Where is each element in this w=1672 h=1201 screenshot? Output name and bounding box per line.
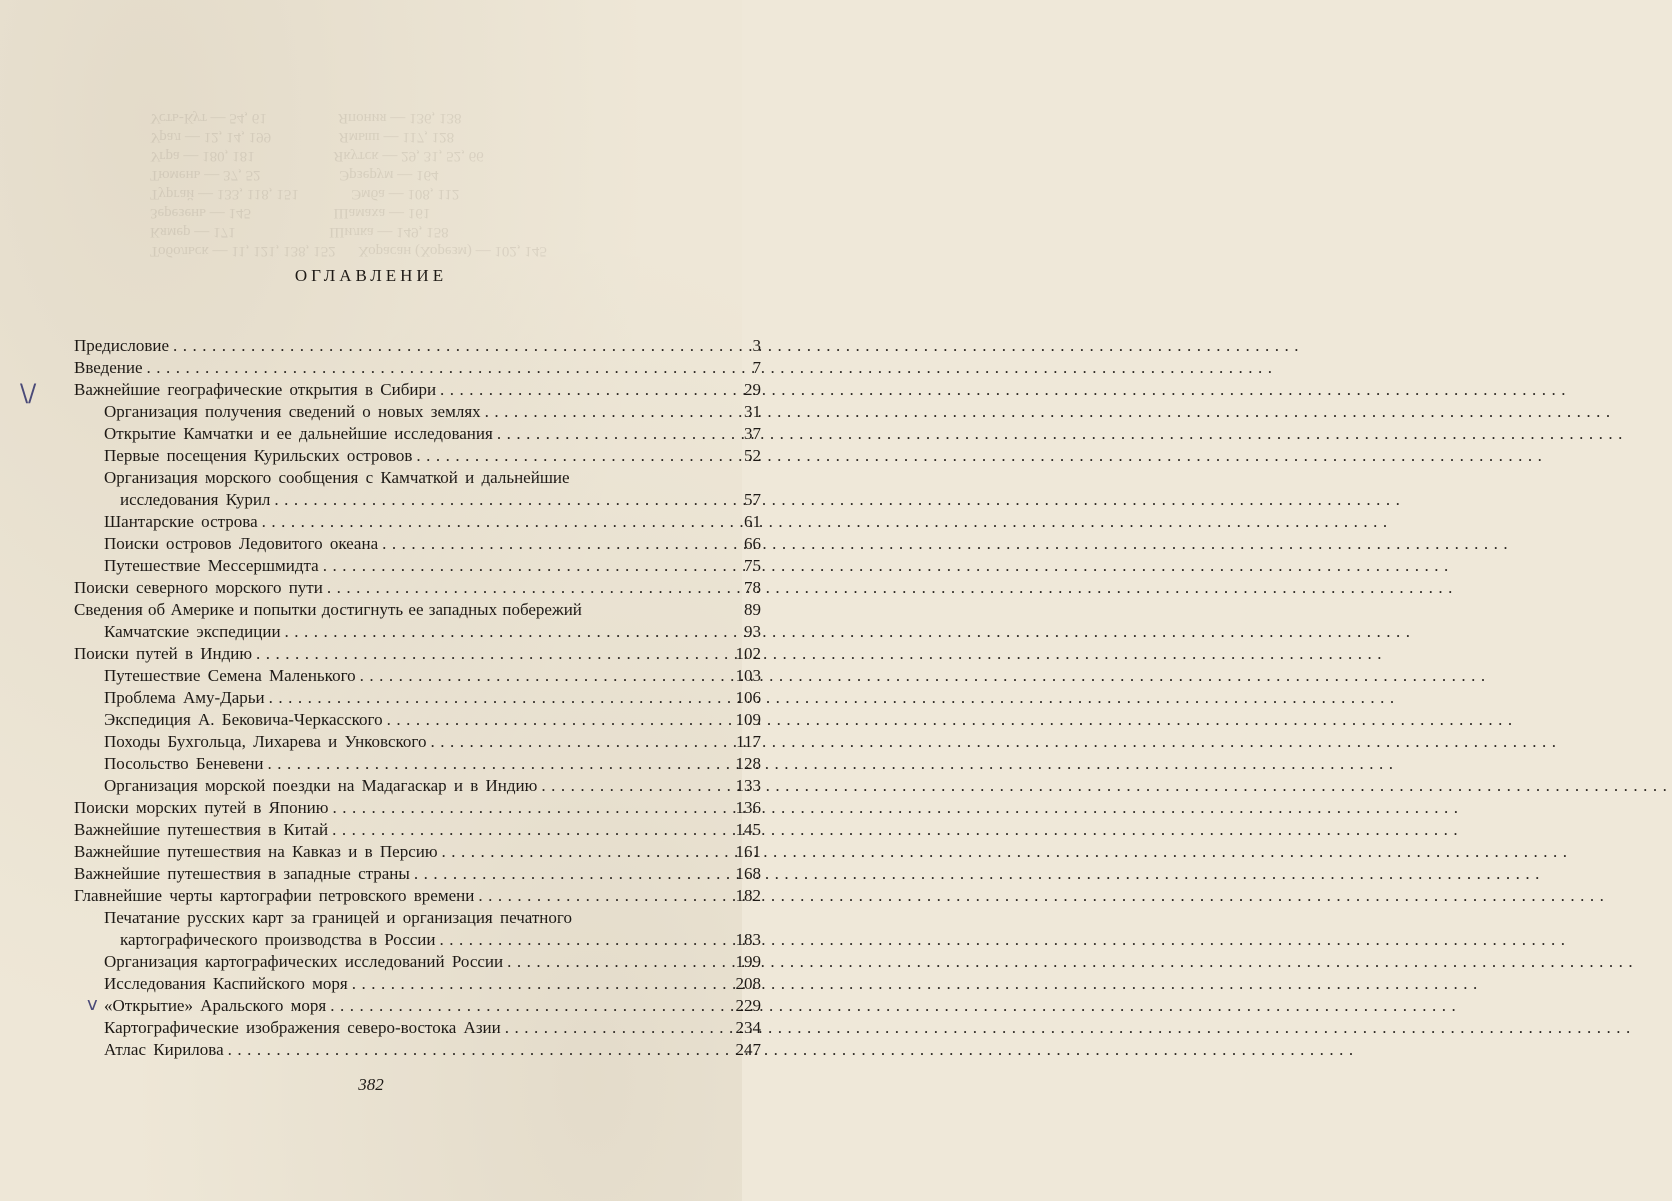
toc-entry: Поиски островов Ледовитого океана ..... 66: [104, 533, 687, 554]
toc-entry: Важнейшие географические открытия в Сибири ..... 29: [74, 379, 687, 400]
page-title: ОГЛАВЛЕНИЕ: [294, 266, 448, 285]
toc-entry-first-line: Печатание русских карт за границей и организация печатного: [104, 908, 572, 927]
toc-entry: Посольство Беневени ..... 128: [104, 753, 687, 774]
toc-entry: Камчатские экспедиции ..... 93: [104, 621, 687, 642]
toc-entry: Проблема Аму-Дарьи ..... 106: [104, 687, 687, 708]
toc-entry: Организация картографических исследований России ..... 199: [104, 951, 687, 972]
toc-entry: Введение ..... 7: [74, 357, 687, 378]
toc-entry: Главнейшие черты картографии петровского времени ..... 182: [74, 885, 687, 906]
toc-entry: Первые посещения Курильских островов ..... 52: [104, 445, 687, 466]
toc-entry: исследования Курил ..... 57: [120, 489, 687, 510]
toc-entry: Экспедиция А. Бековича-Черкасского ..... 109: [104, 709, 687, 730]
toc-entry: Поиски северного морского пути ..... 78: [74, 577, 687, 598]
toc-entry: картографического производства в России ..... 183: [120, 929, 687, 950]
toc-entry: Атлас Кирилова ..... 247: [104, 1039, 687, 1060]
margin-check-mark: \/: [20, 379, 37, 407]
show-through-text: Тобольск — 11, 121, 138, 152 Хорасан (Хорезм) — 102, 145 Кямер — 171 Шилка — 149, 158 Зерезень — 145 Шамаха — 161 Тургай — 133, 118, 151 Эмба — 108, 112 Тюмень — 37, 52 Эрзерум — 164 Угра — 180, 181 Якутск — 29, 31, 52, 66 Урал — 12, 14, 199 Ямыш — 117, 128 Усть-Кут — 54, 61 Япония — 136, 138: [150, 110, 547, 259]
toc-entry: Сведения об Америке и попытки достигнуть ее западных побережий 89: [74, 600, 761, 619]
toc-entry: Важнейшие путешествия на Кавказ и в Персию ..... 161: [74, 841, 687, 862]
toc-entry: Важнейшие путешествия в Китай ..... 145: [74, 819, 687, 840]
toc-entry: Поиски морских путей в Японию ..... 136: [74, 797, 687, 818]
toc-entry: Организация получения сведений о новых землях ..... 31: [104, 401, 687, 422]
page-number: 382: [358, 1075, 384, 1094]
toc-entry: Предисловие ..... 3: [74, 335, 687, 356]
toc-entry: Организация морской поездки на Мадагаскар и в Индию ..... 133: [104, 775, 687, 796]
toc-entry: Путешествие Мессершмидта ..... 75: [104, 555, 687, 576]
toc-entry: Шантарские острова ..... 61: [104, 511, 687, 532]
margin-tick-mark: v: [87, 994, 98, 1015]
book-page: [0, 0, 761, 1201]
toc-entry: Открытие Камчатки и ее дальнейшие исследования ..... 37: [104, 423, 687, 444]
toc-entry: Походы Бухгольца, Лихарева и Унковского ..... 117: [104, 731, 687, 752]
toc-entry: Исследования Каспийского моря ..... 208: [104, 973, 687, 994]
toc-entry: «Открытие» Аральского моря ..... 229: [104, 995, 687, 1016]
toc-entry: Путешествие Семена Маленького ..... 103: [104, 665, 687, 686]
toc-entry: Картографические изображения северо-востока Азии ..... 234: [104, 1017, 687, 1038]
toc-entry-first-line: Организация морского сообщения с Камчаткой и дальнейшие: [104, 468, 570, 487]
toc-entry: Важнейшие путешествия в западные страны ..... 168: [74, 863, 687, 884]
toc-entry: Поиски путей в Индию ..... 102: [74, 643, 687, 664]
